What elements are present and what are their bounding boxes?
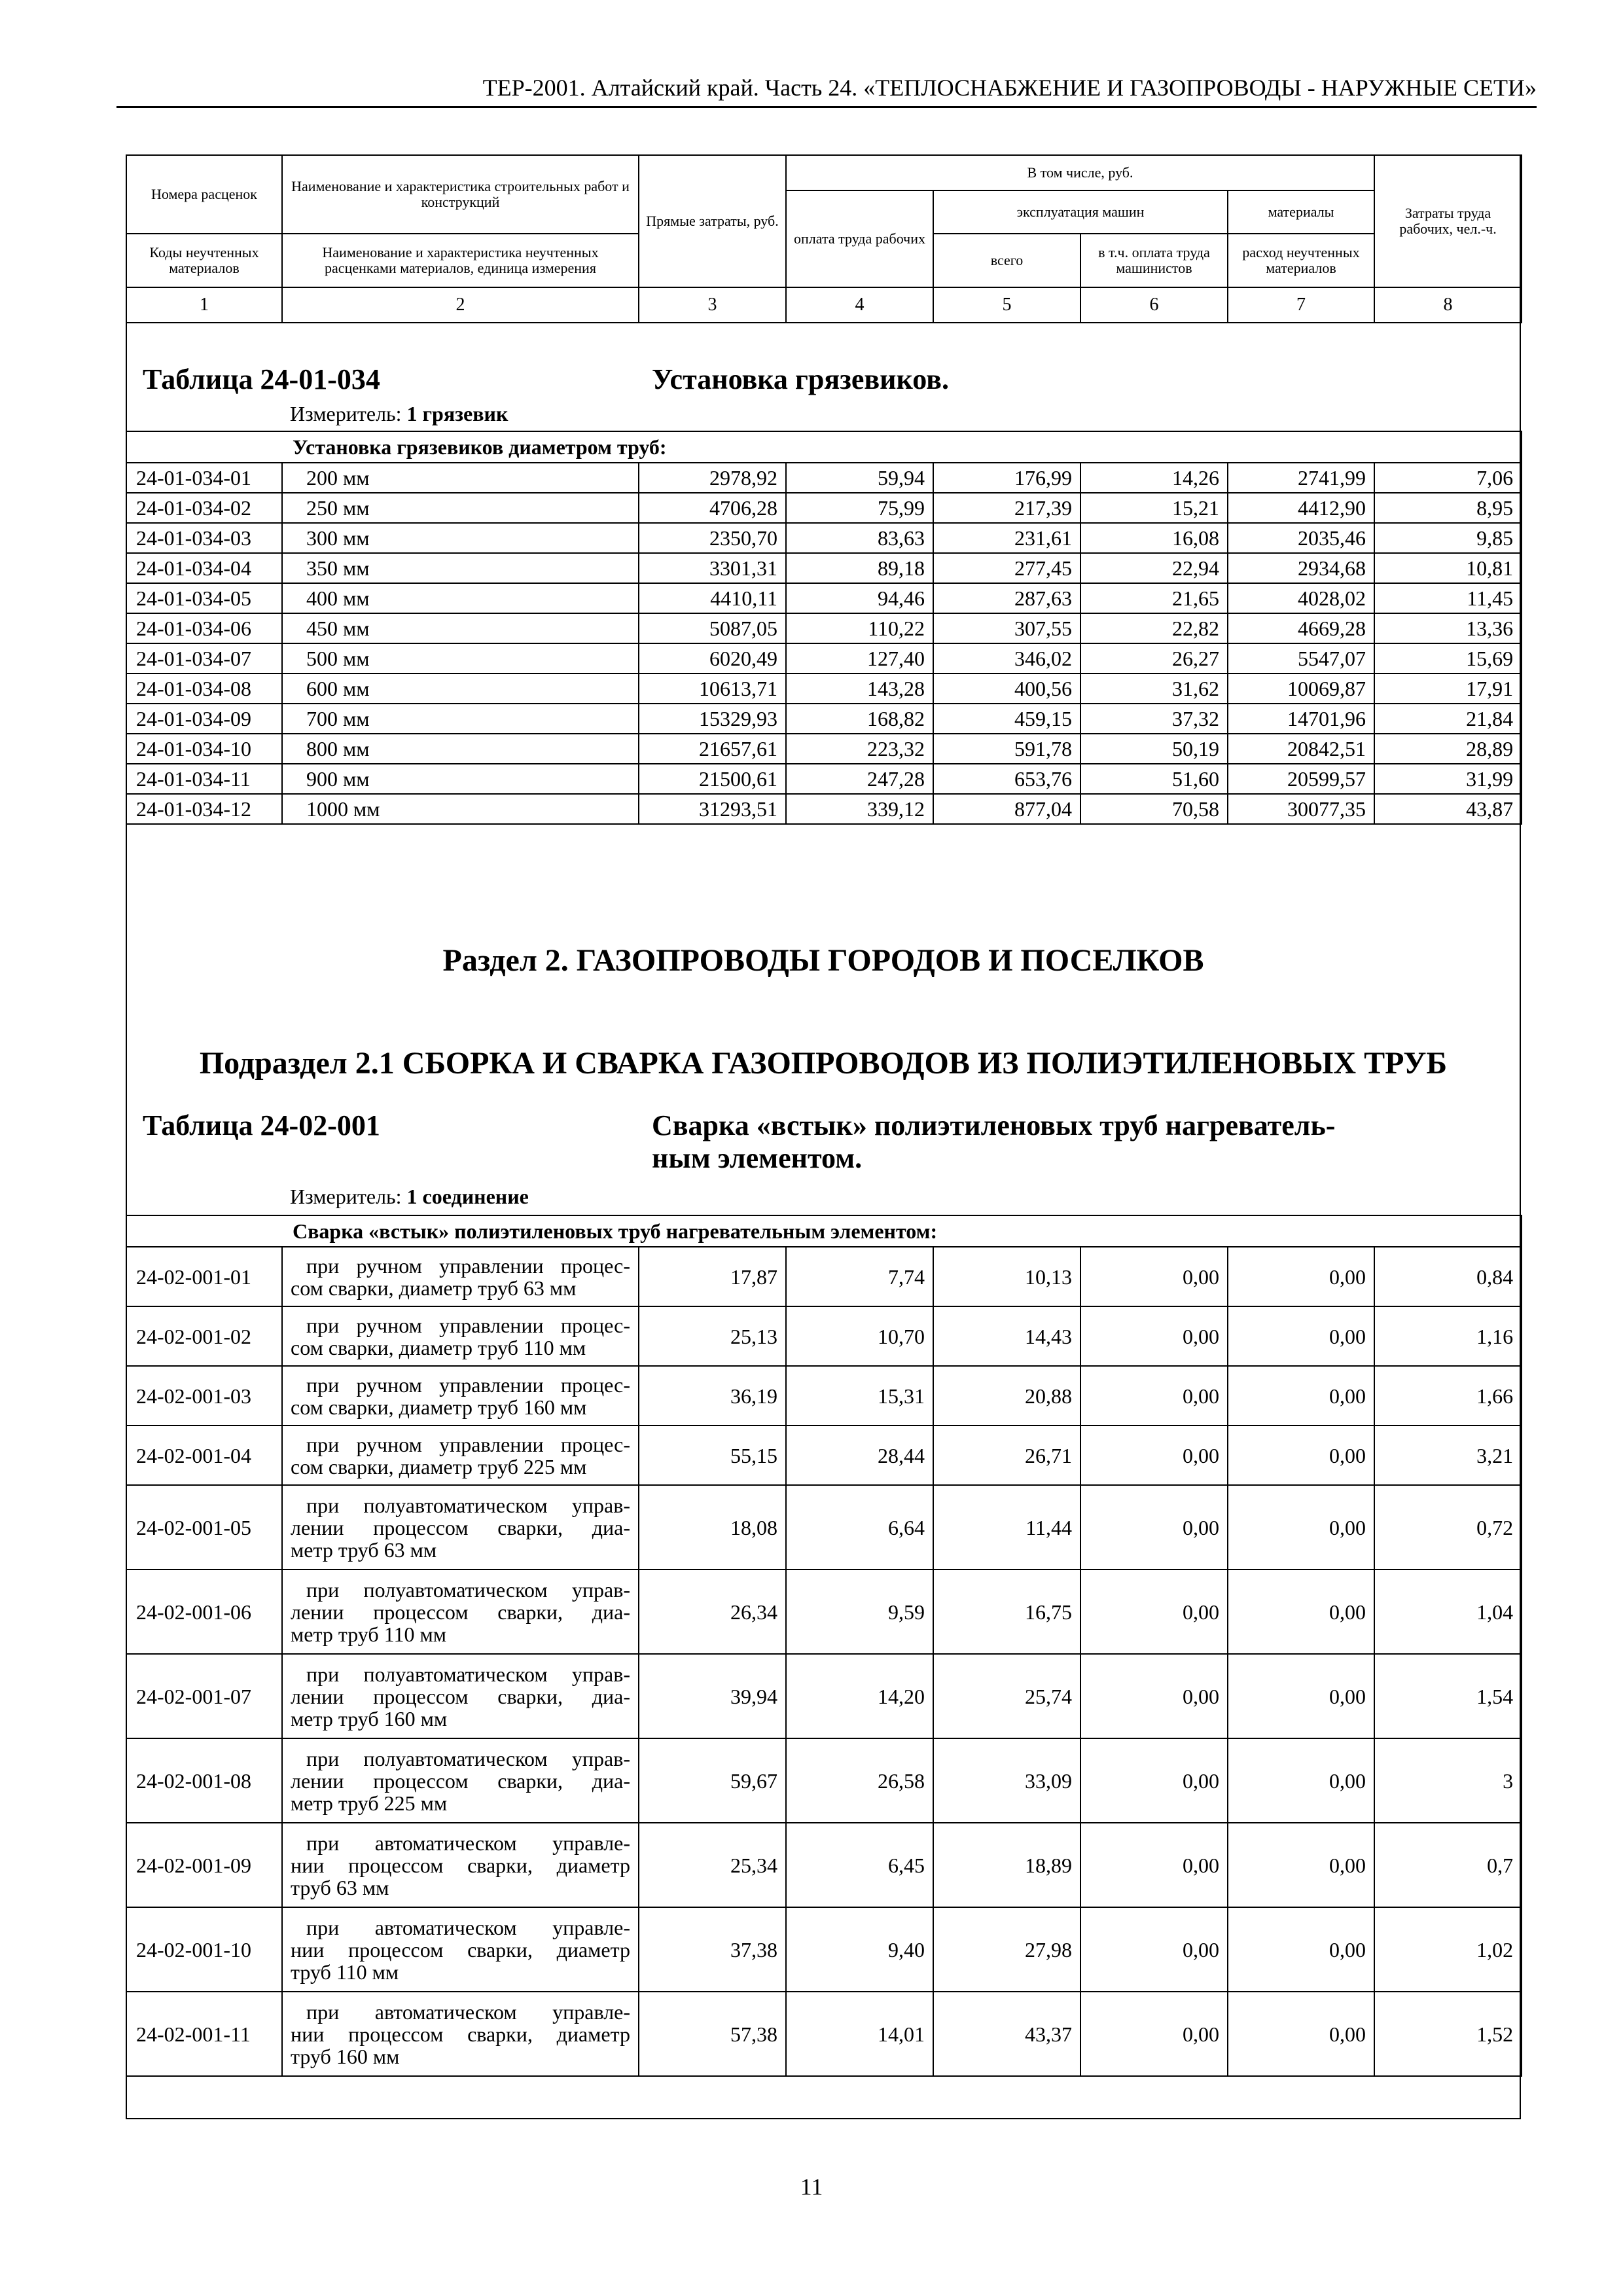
value-cell-c7: 0,00 [1228,1247,1374,1306]
value-cell-c3: 21657,61 [639,734,786,764]
work-name-line: при автоматическом управле- [306,2000,630,2024]
table-row [126,463,1522,493]
value-cell-c8: 31,99 [1374,764,1522,794]
col-including: В том числе, руб. [786,155,1374,190]
value-cell-c5: 10,13 [933,1247,1080,1306]
table1-title: Таблица 24-01-034 [143,363,380,395]
value-cell-c7: 4028,02 [1228,583,1374,613]
work-name-line: труб 160 мм [291,2044,400,2068]
work-name [282,1992,639,2076]
rate-code: 24-01-034-12 [126,794,282,824]
value-cell-c5: 11,44 [933,1485,1080,1570]
rate-code: 24-02-001-07 [126,1654,282,1738]
work-name: 300 мм [282,523,639,553]
work-name-line: при автоматическом управле- [306,1915,630,1939]
rate-code: 24-01-034-05 [126,583,282,613]
column-number: 1 [126,287,282,323]
value-cell-c7: 20842,51 [1228,734,1374,764]
work-name: 400 мм [282,583,639,613]
work-name-line: при автоматическом управле- [306,1831,630,1855]
rate-code: 24-02-001-08 [126,1738,282,1823]
table-row [126,523,1522,553]
value-cell-c5: 217,39 [933,493,1080,523]
value-cell-c8: 9,85 [1374,523,1522,553]
value-cell-c6: 0,00 [1080,1485,1228,1570]
value-cell-c4: 339,12 [786,794,933,824]
value-cell-c3: 2978,92 [639,463,786,493]
value-cell-c8: 17,91 [1374,673,1522,704]
value-cell-c8: 0,7 [1374,1823,1522,1907]
value-cell-c6: 70,58 [1080,794,1228,824]
value-cell-c5: 287,63 [933,583,1080,613]
table2-group-heading: Сварка «встык» полиэтиленовых труб нагревательным элементом: [126,1215,1522,1247]
value-cell-c8: 28,89 [1374,734,1522,764]
work-name-line: метр труб 225 мм [291,1791,448,1815]
value-cell-c6: 0,00 [1080,1738,1228,1823]
value-cell-c8: 7,06 [1374,463,1522,493]
work-name-line: метр труб 160 мм [291,1706,448,1731]
work-name-line: лении процессом сварки, диа- [291,1768,630,1793]
column-number: 2 [282,287,639,323]
rate-code: 24-02-001-03 [126,1366,282,1426]
work-name: 900 мм [282,764,639,794]
table-row [126,673,1522,704]
table-row [126,613,1522,643]
value-cell-c3: 55,15 [639,1426,786,1485]
value-cell-c8: 0,72 [1374,1485,1522,1570]
value-cell-c3: 5087,05 [639,613,786,643]
work-name: 700 мм [282,704,639,734]
value-cell-c4: 26,58 [786,1738,933,1823]
work-name: 800 мм [282,734,639,764]
col-operator-pay: в т.ч. оплата труда машинистов [1080,234,1228,287]
table1-name: Установка грязевиков. [652,363,949,395]
value-cell-c6: 51,60 [1080,764,1228,794]
work-name-line: при полуавтоматическом управ- [306,1493,630,1517]
table-row [126,1823,1522,1907]
value-cell-c8: 13,36 [1374,613,1522,643]
column-number: 6 [1080,287,1228,323]
col-material-consumption: расход неучтенных материалов [1228,234,1374,287]
value-cell-c7: 0,00 [1228,1738,1374,1823]
value-cell-c8: 21,84 [1374,704,1522,734]
work-name-line: лении процессом сварки, диа- [291,1515,630,1539]
value-cell-c8: 15,69 [1374,643,1522,673]
measure-value: 1 соединение [406,1185,529,1208]
value-cell-c4: 14,20 [786,1654,933,1738]
col-material-name: Наименование и характеристика неучтенных расценками материалов, единица измерения [282,234,639,287]
value-cell-c4: 59,94 [786,463,933,493]
work-name-line: труб 63 мм [291,1875,389,1899]
work-name-line: сом сварки, диаметр труб 225 мм [291,1454,587,1479]
subsection-title: Подраздел 2.1 СБОРКА И СВАРКА ГАЗОПРОВОДОВ ИЗ ПОЛИЭТИЛЕНОВЫХ ТРУБ [199,1046,1448,1081]
work-name: 600 мм [282,673,639,704]
rate-code: 24-01-034-10 [126,734,282,764]
value-cell-c7: 0,00 [1228,1426,1374,1485]
table-row [126,1654,1522,1738]
work-name [282,1907,639,1992]
work-name-line: нии процессом сварки, диаметр [291,1853,630,1877]
value-cell-c7: 4669,28 [1228,613,1374,643]
value-cell-c5: 25,74 [933,1654,1080,1738]
value-cell-c4: 94,46 [786,583,933,613]
value-cell-c3: 18,08 [639,1485,786,1570]
rate-code: 24-01-034-01 [126,463,282,493]
value-cell-c3: 6020,49 [639,643,786,673]
value-cell-c7: 4412,90 [1228,493,1374,523]
rate-code: 24-02-001-09 [126,1823,282,1907]
table2-name-line: Сварка «встык» полиэтиленовых труб нагреватель- [652,1109,1336,1141]
table-row [126,1426,1522,1485]
col-worker-pay: оплата труда рабочих [786,190,933,287]
value-cell-c6: 0,00 [1080,1907,1228,1992]
work-name-line: при полуавтоматическом управ- [306,1577,630,1602]
value-cell-c6: 26,27 [1080,643,1228,673]
value-cell-c6: 0,00 [1080,1366,1228,1426]
rate-code: 24-01-034-11 [126,764,282,794]
work-name-line: лении процессом сварки, диа- [291,1600,630,1624]
col-machine-operation: эксплуатация машин [933,190,1228,234]
table-row [126,1570,1522,1654]
rate-code: 24-01-034-06 [126,613,282,643]
value-cell-c3: 17,87 [639,1247,786,1306]
col-material-codes: Коды неучтенных материалов [126,234,282,287]
value-cell-c5: 16,75 [933,1570,1080,1654]
value-cell-c8: 0,84 [1374,1247,1522,1306]
rate-code: 24-01-034-04 [126,553,282,583]
rate-code: 24-02-001-02 [126,1306,282,1366]
work-name [282,1485,639,1570]
work-name-line: при полуавтоматическом управ- [306,1662,630,1686]
rate-code: 24-01-034-07 [126,643,282,673]
work-name [282,1366,639,1426]
value-cell-c6: 15,21 [1080,493,1228,523]
table-row [126,643,1522,673]
work-name-line: нии процессом сварки, диаметр [291,1937,630,1962]
table-row [126,1366,1522,1426]
value-cell-c6: 0,00 [1080,1992,1228,2076]
value-cell-c6: 31,62 [1080,673,1228,704]
value-cell-c3: 25,13 [639,1306,786,1366]
value-cell-c5: 653,76 [933,764,1080,794]
value-cell-c6: 22,94 [1080,553,1228,583]
rate-code: 24-01-034-02 [126,493,282,523]
work-name [282,1738,639,1823]
value-cell-c8: 1,04 [1374,1570,1522,1654]
work-name [282,1247,639,1306]
value-cell-c7: 14701,96 [1228,704,1374,734]
work-name-line: при ручном управлении процес- [306,1372,630,1397]
value-cell-c8: 1,66 [1374,1366,1522,1426]
value-cell-c4: 6,64 [786,1485,933,1570]
value-cell-c4: 9,59 [786,1570,933,1654]
work-name [282,1426,639,1485]
value-cell-c5: 43,37 [933,1992,1080,2076]
value-cell-c6: 16,08 [1080,523,1228,553]
work-name-line: метр труб 110 мм [291,1622,446,1646]
value-cell-c5: 176,99 [933,463,1080,493]
value-cell-c8: 1,02 [1374,1907,1522,1992]
value-cell-c7: 2035,46 [1228,523,1374,553]
value-cell-c5: 400,56 [933,673,1080,704]
value-cell-c4: 6,45 [786,1823,933,1907]
value-cell-c3: 10613,71 [639,673,786,704]
work-name-line: сом сварки, диаметр труб 63 мм [291,1276,577,1300]
work-name-line: при полуавтоматическом управ- [306,1746,630,1770]
value-cell-c4: 127,40 [786,643,933,673]
value-cell-c4: 247,28 [786,764,933,794]
table-row [126,583,1522,613]
value-cell-c5: 18,89 [933,1823,1080,1907]
value-cell-c8: 8,95 [1374,493,1522,523]
value-cell-c4: 75,99 [786,493,933,523]
table2-name-line: ным элементом. [652,1142,863,1174]
table-row [126,704,1522,734]
work-name-line: при ручном управлении процес- [306,1313,630,1337]
value-cell-c6: 0,00 [1080,1306,1228,1366]
rate-code: 24-02-001-10 [126,1907,282,1992]
col-work-name: Наименование и характеристика строительных работ и конструкций [282,155,639,234]
value-cell-c8: 1,54 [1374,1654,1522,1738]
value-cell-c6: 21,65 [1080,583,1228,613]
value-cell-c3: 4706,28 [639,493,786,523]
table-row [126,1306,1522,1366]
value-cell-c8: 1,16 [1374,1306,1522,1366]
value-cell-c6: 0,00 [1080,1823,1228,1907]
measure-label: Измеритель: [290,1185,402,1208]
rate-code: 24-02-001-06 [126,1570,282,1654]
value-cell-c3: 25,34 [639,1823,786,1907]
value-cell-c5: 231,61 [933,523,1080,553]
col-materials: материалы [1228,190,1374,234]
value-cell-c4: 9,40 [786,1907,933,1992]
section-title: Раздел 2. ГАЗОПРОВОДЫ ГОРОДОВ И ПОСЕЛКОВ [442,943,1204,978]
value-cell-c5: 20,88 [933,1366,1080,1426]
value-cell-c6: 14,26 [1080,463,1228,493]
table2-measure [290,1183,529,1210]
value-cell-c3: 36,19 [639,1366,786,1426]
rate-code: 24-02-001-04 [126,1426,282,1485]
work-name-line: метр труб 63 мм [291,1537,437,1562]
col-labor-costs: Затраты труда рабочих, чел.-ч. [1374,155,1522,287]
value-cell-c5: 33,09 [933,1738,1080,1823]
column-number: 3 [639,287,786,323]
value-cell-c3: 15329,93 [639,704,786,734]
value-cell-c6: 0,00 [1080,1570,1228,1654]
value-cell-c4: 168,82 [786,704,933,734]
work-name-line: нии процессом сварки, диаметр [291,2022,630,2046]
table-row [126,1738,1522,1823]
value-cell-c7: 0,00 [1228,1306,1374,1366]
value-cell-c8: 3,21 [1374,1426,1522,1485]
value-cell-c5: 346,02 [933,643,1080,673]
value-cell-c7: 0,00 [1228,1823,1374,1907]
value-cell-c7: 0,00 [1228,1992,1374,2076]
work-name-line: при ручном управлении процес- [306,1432,630,1456]
work-name [282,1570,639,1654]
table-row [126,1992,1522,2076]
table1-group-heading: Установка грязевиков диаметром труб: [126,431,1522,463]
value-cell-c7: 5547,07 [1228,643,1374,673]
running-header: ТЕР-2001. Алтайский край. Часть 24. «ТЕПЛОСНАБЖЕНИЕ И ГАЗОПРОВОДЫ - НАРУЖНЫЕ СЕТИ» [116,73,1537,108]
value-cell-c7: 20599,57 [1228,764,1374,794]
value-cell-c8: 1,52 [1374,1992,1522,2076]
value-cell-c4: 110,22 [786,613,933,643]
table-row [126,1485,1522,1570]
value-cell-c4: 10,70 [786,1306,933,1366]
value-cell-c5: 877,04 [933,794,1080,824]
rate-code: 24-02-001-01 [126,1247,282,1306]
work-name [282,1823,639,1907]
rate-code: 24-02-001-05 [126,1485,282,1570]
work-name: 500 мм [282,643,639,673]
value-cell-c5: 591,78 [933,734,1080,764]
value-cell-c3: 57,38 [639,1992,786,2076]
value-cell-c3: 31293,51 [639,794,786,824]
measure-label: Измеритель: [290,402,402,425]
value-cell-c7: 0,00 [1228,1654,1374,1738]
table-row [126,794,1522,824]
value-cell-c4: 83,63 [786,523,933,553]
column-number: 7 [1228,287,1374,323]
table-row [126,1907,1522,1992]
value-cell-c3: 39,94 [639,1654,786,1738]
table-row [126,734,1522,764]
value-cell-c8: 3 [1374,1738,1522,1823]
value-cell-c7: 0,00 [1228,1485,1374,1570]
value-cell-c3: 59,67 [639,1738,786,1823]
table2-name [652,1109,1476,1175]
value-cell-c8: 10,81 [1374,553,1522,583]
work-name-line: труб 110 мм [291,1960,399,1984]
column-header-table [126,154,1522,323]
value-cell-c5: 27,98 [933,1907,1080,1992]
value-cell-c5: 26,71 [933,1426,1080,1485]
work-name: 250 мм [282,493,639,523]
value-cell-c6: 0,00 [1080,1247,1228,1306]
value-cell-c7: 0,00 [1228,1907,1374,1992]
value-cell-c7: 10069,87 [1228,673,1374,704]
work-name-line: при ручном управлении процес- [306,1253,630,1278]
column-number: 4 [786,287,933,323]
table-row [126,764,1522,794]
rate-code: 24-01-034-09 [126,704,282,734]
value-cell-c6: 37,32 [1080,704,1228,734]
value-cell-c3: 3301,31 [639,553,786,583]
value-cell-c6: 22,82 [1080,613,1228,643]
table-row [126,553,1522,583]
value-cell-c5: 307,55 [933,613,1080,643]
page-number: 11 [800,2174,823,2200]
work-name [282,1654,639,1738]
rate-code: 24-02-001-11 [126,1992,282,2076]
value-cell-c3: 21500,61 [639,764,786,794]
table-row [126,493,1522,523]
value-cell-c6: 0,00 [1080,1426,1228,1485]
value-cell-c8: 11,45 [1374,583,1522,613]
value-cell-c4: 89,18 [786,553,933,583]
value-cell-c7: 2741,99 [1228,463,1374,493]
value-cell-c5: 459,15 [933,704,1080,734]
work-name: 200 мм [282,463,639,493]
value-cell-c3: 4410,11 [639,583,786,613]
rate-code: 24-01-034-03 [126,523,282,553]
work-name: 1000 мм [282,794,639,824]
value-cell-c4: 15,31 [786,1366,933,1426]
value-cell-c5: 14,43 [933,1306,1080,1366]
value-cell-c4: 143,28 [786,673,933,704]
column-number: 8 [1374,287,1522,323]
value-cell-c7: 30077,35 [1228,794,1374,824]
value-cell-c4: 7,74 [786,1247,933,1306]
value-cell-c8: 43,87 [1374,794,1522,824]
value-cell-c5: 277,45 [933,553,1080,583]
work-name-line: сом сварки, диаметр труб 110 мм [291,1335,586,1359]
value-cell-c4: 14,01 [786,1992,933,2076]
table1-measure [290,401,508,427]
col-direct-costs: Прямые затраты, руб. [639,155,786,287]
value-cell-c4: 223,32 [786,734,933,764]
value-cell-c6: 0,00 [1080,1654,1228,1738]
col-total: всего [933,234,1080,287]
value-cell-c4: 28,44 [786,1426,933,1485]
table2-title: Таблица 24-02-001 [143,1109,380,1141]
value-cell-c3: 26,34 [639,1570,786,1654]
value-cell-c7: 0,00 [1228,1366,1374,1426]
work-name: 450 мм [282,613,639,643]
value-cell-c6: 50,19 [1080,734,1228,764]
value-cell-c3: 37,38 [639,1907,786,1992]
work-name-line: сом сварки, диаметр труб 160 мм [291,1395,587,1419]
value-cell-c3: 2350,70 [639,523,786,553]
col-rate-numbers: Номера расценок [126,155,282,234]
work-name [282,1306,639,1366]
rate-code: 24-01-034-08 [126,673,282,704]
table-row [126,1247,1522,1306]
work-name: 350 мм [282,553,639,583]
value-cell-c7: 0,00 [1228,1570,1374,1654]
value-cell-c7: 2934,68 [1228,553,1374,583]
table2-body [126,1215,1522,2077]
table1-body [126,431,1522,825]
column-number: 5 [933,287,1080,323]
measure-value: 1 грязевик [406,402,508,425]
work-name-line: лении процессом сварки, диа- [291,1684,630,1708]
